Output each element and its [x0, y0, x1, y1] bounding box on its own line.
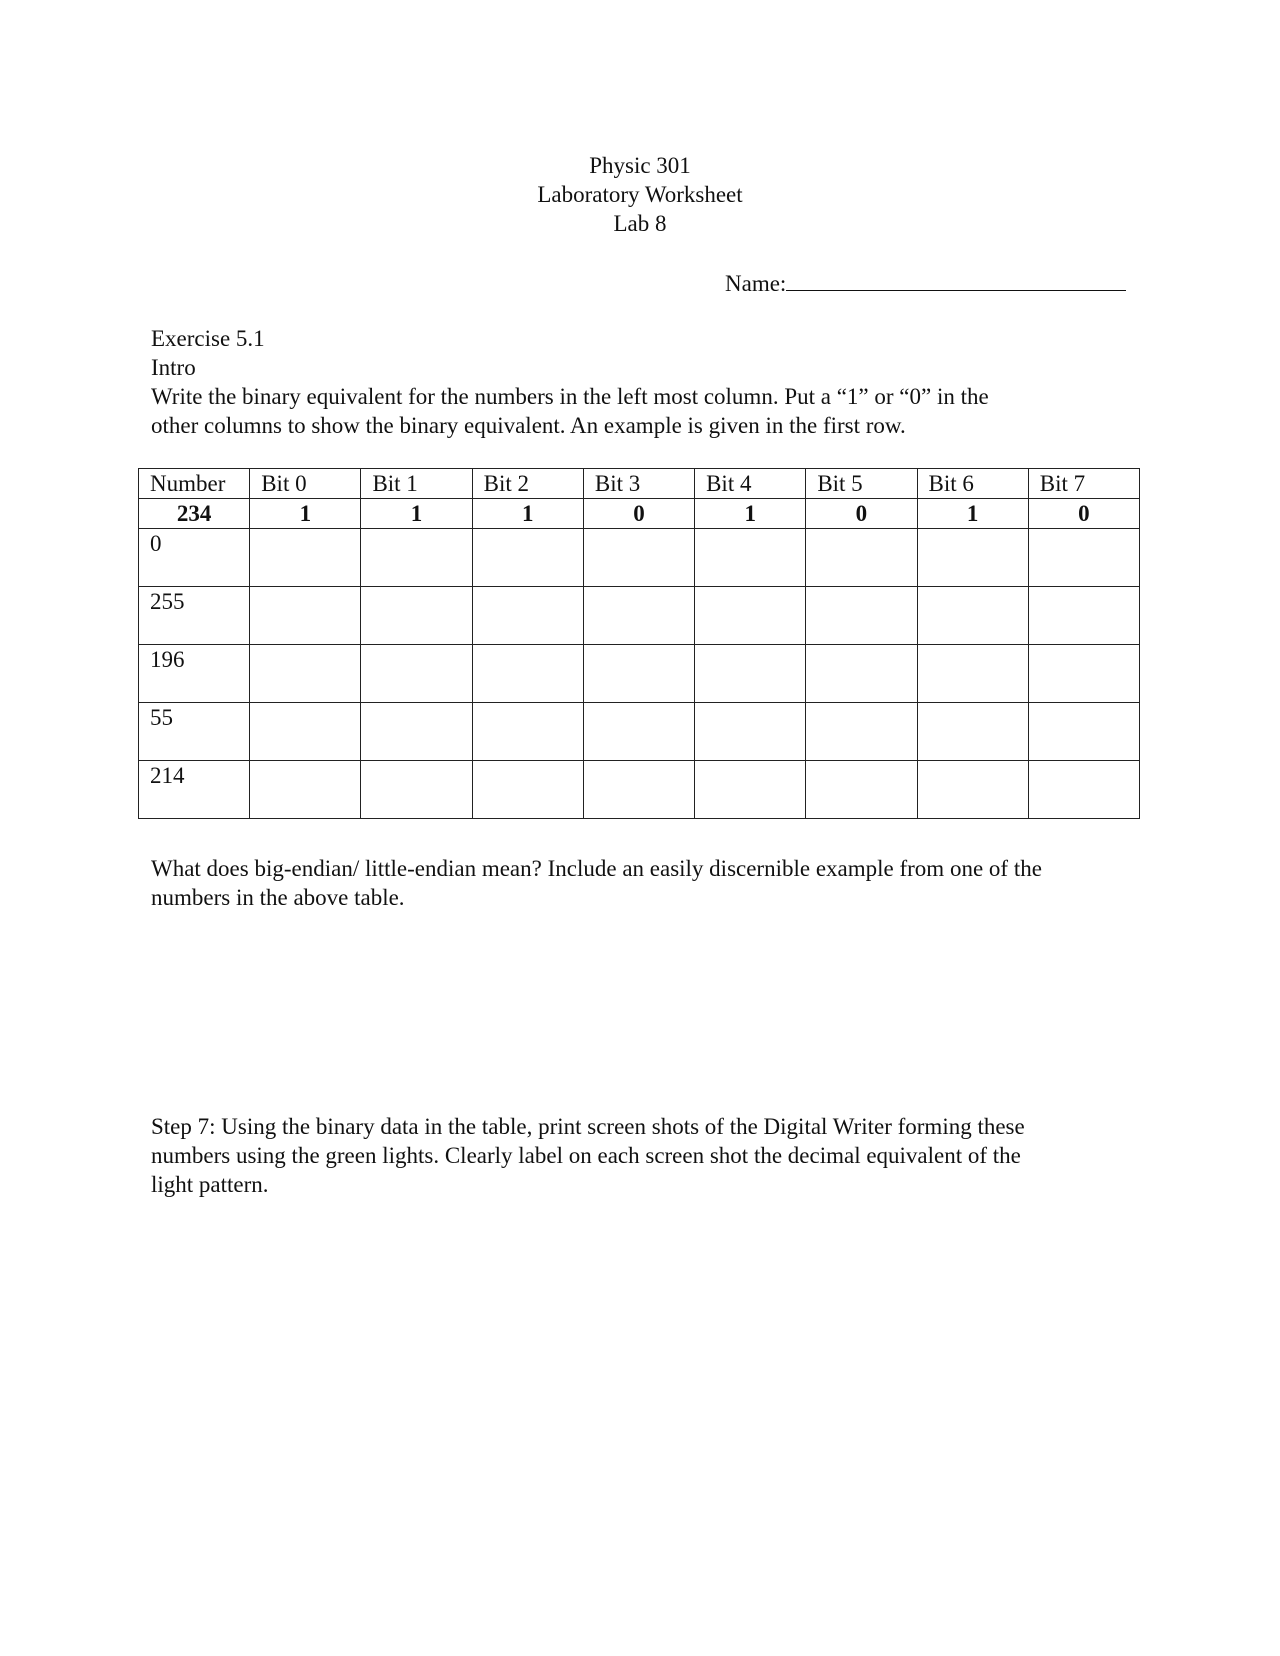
- header-bit-3: Bit 3: [583, 469, 694, 499]
- header-bit-6: Bit 6: [917, 469, 1028, 499]
- header-bit-0: Bit 0: [250, 469, 361, 499]
- bit-cell[interactable]: [917, 703, 1028, 761]
- table-row: [139, 529, 1140, 587]
- worksheet-title: Laboratory Worksheet: [537, 182, 743, 207]
- step7-line-2: numbers using the green lights. Clearly label on each screen shot the decimal equivalent of the: [151, 1143, 1021, 1168]
- bit-cell[interactable]: [250, 761, 361, 819]
- row-number: 55: [139, 703, 250, 761]
- bit-cell[interactable]: [361, 529, 472, 587]
- bit-cell[interactable]: [806, 587, 917, 645]
- example-bit-2: 1: [472, 499, 583, 529]
- worksheet-header: [0, 151, 1280, 238]
- bit-cell[interactable]: [583, 703, 694, 761]
- example-bit-1: 1: [361, 499, 472, 529]
- instructions-line-2: other columns to show the binary equivalent. An example is given in the first row.: [151, 413, 906, 438]
- bit-cell[interactable]: [250, 587, 361, 645]
- exercise-intro: [151, 324, 1141, 440]
- bit-cell[interactable]: [583, 761, 694, 819]
- bit-cell[interactable]: [695, 529, 806, 587]
- row-number: 255: [139, 587, 250, 645]
- header-bit-4: Bit 4: [695, 469, 806, 499]
- bit-cell[interactable]: [917, 529, 1028, 587]
- table-row: [139, 587, 1140, 645]
- table-row: [139, 761, 1140, 819]
- bit-cell[interactable]: [917, 587, 1028, 645]
- bit-cell[interactable]: [1028, 529, 1139, 587]
- bit-cell[interactable]: [250, 529, 361, 587]
- bit-cell[interactable]: [472, 587, 583, 645]
- example-bit-4: 1: [695, 499, 806, 529]
- question-line-1: What does big-endian/ little-endian mean? Include an easily discernible example from one of the: [151, 856, 1042, 881]
- example-bit-6: 1: [917, 499, 1028, 529]
- header-bit-2: Bit 2: [472, 469, 583, 499]
- bit-cell[interactable]: [583, 645, 694, 703]
- bit-cell[interactable]: [361, 761, 472, 819]
- table-row: [139, 703, 1140, 761]
- bit-cell[interactable]: [472, 703, 583, 761]
- bit-cell[interactable]: [806, 529, 917, 587]
- binary-table: [138, 468, 1140, 819]
- bit-cell[interactable]: [695, 645, 806, 703]
- instructions-line-1: Write the binary equivalent for the numbers in the left most column. Put a “1” or “0” in the: [151, 384, 989, 409]
- example-bit-5: 0: [806, 499, 917, 529]
- bit-cell[interactable]: [250, 645, 361, 703]
- bit-cell[interactable]: [361, 645, 472, 703]
- name-blank-line[interactable]: [786, 268, 1126, 291]
- bit-cell[interactable]: [472, 529, 583, 587]
- exercise-number: Exercise 5.1: [151, 326, 265, 351]
- bit-cell[interactable]: [1028, 703, 1139, 761]
- bit-cell[interactable]: [806, 645, 917, 703]
- bit-cell[interactable]: [917, 645, 1028, 703]
- table-row: [139, 645, 1140, 703]
- step-7-instructions: [151, 1112, 1141, 1199]
- example-bit-7: 0: [1028, 499, 1139, 529]
- course-title: Physic 301: [589, 153, 691, 178]
- bit-cell[interactable]: [695, 703, 806, 761]
- name-label: Name:: [725, 271, 787, 296]
- example-bit-0: 1: [250, 499, 361, 529]
- endian-question: [151, 854, 1141, 912]
- bit-cell[interactable]: [472, 645, 583, 703]
- example-bit-3: 0: [583, 499, 694, 529]
- example-row: [139, 499, 1140, 529]
- header-bit-1: Bit 1: [361, 469, 472, 499]
- bit-cell[interactable]: [806, 761, 917, 819]
- exercise-section: Intro: [151, 355, 196, 380]
- bit-cell[interactable]: [1028, 645, 1139, 703]
- row-number: 196: [139, 645, 250, 703]
- step7-line-1: Step 7: Using the binary data in the table, print screen shots of the Digital Writer forming these: [151, 1114, 1025, 1139]
- header-number: Number: [139, 469, 250, 499]
- bit-cell[interactable]: [583, 587, 694, 645]
- bit-cell[interactable]: [917, 761, 1028, 819]
- bit-cell[interactable]: [695, 761, 806, 819]
- question-line-2: numbers in the above table.: [151, 885, 405, 910]
- example-number: 234: [139, 499, 250, 529]
- bit-cell[interactable]: [1028, 761, 1139, 819]
- lab-number: Lab 8: [613, 211, 667, 236]
- table-header-row: [139, 469, 1140, 499]
- bit-cell[interactable]: [695, 587, 806, 645]
- bit-cell[interactable]: [361, 587, 472, 645]
- header-bit-5: Bit 5: [806, 469, 917, 499]
- row-number: 214: [139, 761, 250, 819]
- row-number: 0: [139, 529, 250, 587]
- name-field[interactable]: [725, 268, 1126, 298]
- bit-cell[interactable]: [361, 703, 472, 761]
- step7-line-3: light pattern.: [151, 1172, 269, 1197]
- bit-cell[interactable]: [1028, 587, 1139, 645]
- bit-cell[interactable]: [583, 529, 694, 587]
- header-bit-7: Bit 7: [1028, 469, 1139, 499]
- bit-cell[interactable]: [250, 703, 361, 761]
- bit-cell[interactable]: [472, 761, 583, 819]
- bit-cell[interactable]: [806, 703, 917, 761]
